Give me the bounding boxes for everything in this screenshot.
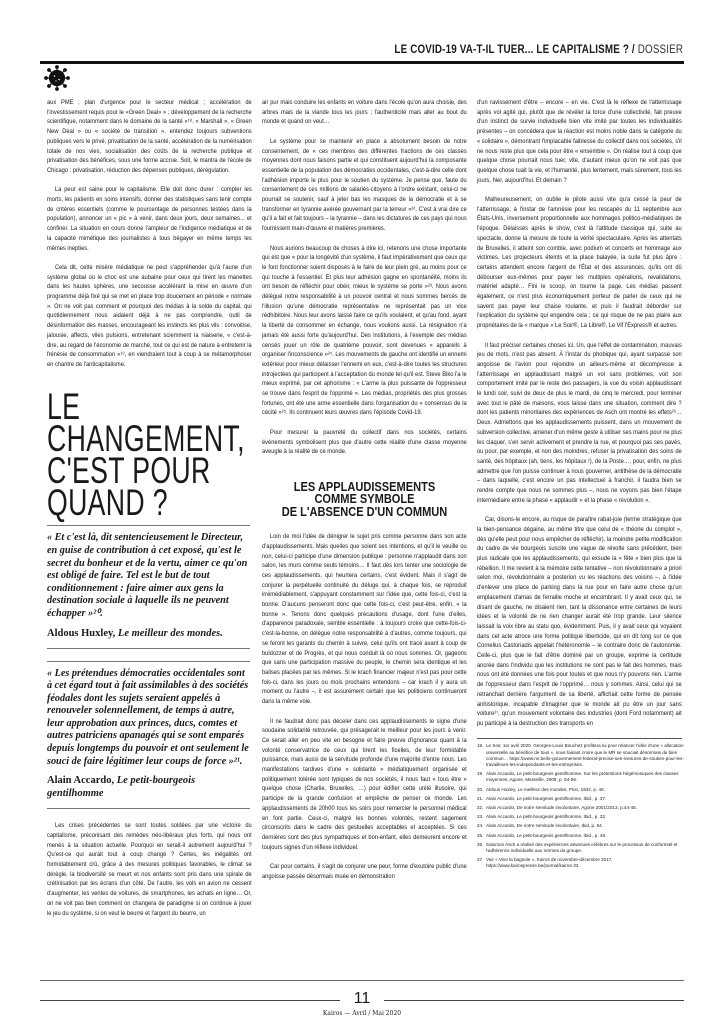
footnote-number: 22. — [477, 804, 484, 810]
footnote-number: 27. — [477, 857, 484, 863]
footnote-text: Salomon Asch a réalisé des expériences devenues célèbres sur le processus de conformité et l'adhérence individuelle aux normes du groupe. — [486, 841, 678, 853]
footnote — [477, 842, 685, 854]
footnote — [477, 823, 685, 829]
quote-huxley: « Et c'est là, dit sentencieusement le Directeur, en guise de contribution à cet exposé, qu'est le secret du bonheur et de la vertu, aimer ce qu'on est obligé de faire. Tel est le but de tout conditionnement : faire aimer aux gens la destination sociale à laquelle ils ne peuvent échapper »²⁰. — [47, 532, 248, 619]
footnote — [477, 814, 685, 820]
header-section: DOSSIER — [637, 42, 683, 56]
paragraph: Car pour certains, il s'agit de conjurer une peur, forme d'exutoire public d'une angoisse passée désormais muée en démonstration — [262, 863, 467, 880]
heading-line: QUAND ? — [47, 482, 168, 524]
footnote-number: 23. — [477, 814, 484, 820]
footnote-number: 20. — [477, 786, 484, 792]
footnote-text: Aldous Huxley, Le meilleur des mondes, Plon, 1932, p. 48. — [486, 786, 605, 792]
footnote-text: Alain Accardo, Le petit-bourgeois gentilhomme, Ibid., p. 49. — [486, 832, 607, 838]
paragraph: air pur mais conduire les enfants en voiture dans l'école qu'on aura choisie, des arbres mais de la viande tous les jours ; l'authenticité mais aller au bout du monde et quand on veut… — [262, 99, 467, 126]
page-number: 11 — [353, 990, 371, 1007]
publication-footer: Kairos — Avril / Mai 2020 — [322, 1010, 402, 1017]
heading-line: C'EST POUR — [47, 450, 211, 492]
virus-icon — [43, 65, 71, 91]
paragraph: Malheureusement, on oublie le pilote aussi vite qu'a cessé la peur de l'atterrissage, à l'instar de l'amnésie pour les rescapés du 11 septembre aux États-Unis, inversement proportionnelle aux hommages politico-médiatiques de l'époque. Délaissés après le show, c'est là l'attitude classique qui, suite au spectacle, donne la mesure de toute la vérité spectaculaire. Après les attentats de Bruxelles, il atteint son comble, avec podium et concerts en hommage aux victimes. Les projecteurs éteints et la place balayée, la suite fut plus âpre : certains attendent encore l'argent de l'État et des assurances, qu'ils ont dû débourser eux-mêmes pour payer les multiples opérations, revalidations, matériel adapté… Fini le scoop, on tourne la page. Les médias passent également, ce n'est plus économiquement porteur de parler de ceux qui ne savent pas payer leur chaise roulante, et puis il faudrait déborder sur l'explication du système qui engendre cela ; ce qui risque de ne pas plaire aux propriétaires de la « marque » Le Soir®, La Libre®, Le Vif l'Express® et autres. — [477, 196, 682, 330]
heading-line: LE — [47, 386, 81, 428]
footnote — [477, 805, 685, 811]
footnote — [477, 787, 685, 793]
paragraph: d'un ravissement d'être – encore – en vie. C'est là le réflexe de l'atterrissage après vol agité qui, plutôt que de révéler la force d'une collectivité, fait preuve d'un instinct de survie individuelle bien vite imité par toutes les individualités présentes – on concédera que la réaction est moins noble dans la catégorie du « solidaire », démontrant l'implacable faiblesse du collectif dans nos sociétés, s'il ne nous reste plus que cela pour être « ensemble ». On réalise tout à coup que quelque chose pourrait nous tuer, vite, d'autant mieux qu'on ne voit pas que quelque chose tuait la vie, et l'humanité, plus lentement, mais sûrement, tous les jours, hier, aujourd'hui. Et demain ? — [477, 99, 682, 184]
running-header — [394, 42, 683, 56]
paragraph: Car, disons-le encore, au risque de paraître rabat-joie (terme stratégique que la bien-pensance dégaine, au même titre que celui de « théorie du complot », dès qu'elle peut pour nous empêcher de réfléchir), la moindre petite modification du cadre de vie bourgeois suscite une vague de révolte sans précédent, bien plus radicale que les applaudissements, qui exsude la « fête » bien plus que la rébellion. Il me revient à la mémoire cette tentative – non révolutionnaire a priori selon moi, révolutionnaire a posteriori vu les réactions des voisins –, à l'idée d'enlever une place de parking dans la rue pour en faire autre chose qu'un emplacement d'amas de ferraille moche et encombrant. Il y avait ceux qui, se disant de gauche, ne disaient rien, tant la dissonance entre certaines de leurs idées et la volonté de ne rien changer aurait été trop grande. Leur silence laissait la voix libre au statu quo, évidemment. Puis, il y avait ceux qui voyaient dans cet acte atroce une forme politique liberticide, qui en dit long sur ce que Cornelius Castoriadis appelait l'hétéronomie – le contraire donc de l'autonomie. Celle-ci, plus que le fait d'être dominé par un groupe, exprime la certitude ancrée dans l'individu que les institutions ne sont pas le fait des hommes, mais nous ont été données une fois pour toutes et que nous n'y pouvons rien. L'arme de l'oppresseur dans l'esprit de l'opprimé… nous y sommes. Ainsi, celui qui se retranchait derrière l'argument de sa liberté, affichait cette forme de pensée anhistorique, incapable d'imaginer que le monde ait pu être un jour sans voiture²⁷, qu'un mouvement volontaire des industries (dont Ford notamment) ait pu participé à la destruction des transports en — [477, 516, 682, 727]
footnote-text: Alain Accardo, Le petit-bourgeois gentilhomme, Ibid., p. 32. — [486, 814, 607, 820]
paragraph: Pour mesurer la pauvreté du collectif dans nos sociétés, certains événements symbolisent plus que d'autre cette réalité d'une classe moyenne aveugle à la réalité de ce monde. — [262, 428, 467, 456]
paragraph: Il ne faudrait donc pas déceler dans ces applaudissements le signe d'une soudaine solidarité retrouvée, qui présagerait le meilleur pour les jours à venir. Ce serait aller en peu vite en besogne et faire preuve d'ignorance quant à la volonté conservatrice de ceux qui tirent les ficelles, de leur formidable puissance, mais aussi de la servitude profonde d'une majorité d'entre nous. Les manifestations tardives d'une « solidarité » médiatiquement organisée et politiquement tolérée sont typiques de nos sociétés, il nous faut « tous être » quelque chose (Charlie, Bruxelles, …) pour édifier cette unité illusoire, qui participe de la grande confusion et empêche de penser ce monde. Les applaudissements de 20h00 tous les soirs pour remercier le personnel médical en font partie. Ceux-ci, malgré les bonnes volontés, restent sagement circonscrits dans le cadre des gestuelles acceptables et acceptées. Si ces dernières sont des plus sympathiques et bon-enfant, elles demeurent encore et toujours signes d'un réflexe individuel. — [262, 717, 467, 851]
paragraph: Nous aurions beaucoup de choses à dire ici, retenons une chose importante qui est que « pour la longévité d'un système, il faut impérativement que ceux qui le font fonctionner soient disposés à le faire de leur plein gré, au moins pour ce qui touche à l'essentiel. Et plus leur adhésion gagne en spontanéité, moins ils ont besoin de réfléchir pour obéir, mieux le système se porte »²³. Nous avons délégué notre responsabilité à un pouvoir central et nous sommes bercés de l'illusion qu'une démocratie représentative ne représentait pas un vice rédhibitoire. Nous leur avons laissé faire ce qu'ils voulaient, et qu'au fond, ayant la liberté de consommer en échange, nous voulions aussi. La résignation n'a jamais été aussi forte qu'aujourd'hui. Des institutions, à l'exemple des médias censés jouer un rôle de quatrième pouvoir, sont devenues « appareils à organiser l'inconscience »²⁴. Les mouvements de gauche ont identifié un ennemi extérieur pour mieux délaisser l'ennemi en eux, c'est-à-dire toutes les structures introjectées qui participent à l'acceptation du monde tel qu'il est. Steve Biko l'a le mieux exprimé, par cet aphorisme : « L'arme la plus puissante de l'oppresseur se trouve dans l'esprit de l'opprimé ». Les médias, propriétés des plus grosses fortunes, ont été une arme essentielle dans l'organisation du « consensus de la cécité »²⁵. Ils continuent leurs œuvres dans l'épisode Covid-19. — [262, 244, 467, 417]
left-column — [47, 98, 250, 928]
footnote-text: Alain Accardo, Le petit-bourgeois gentilhomme, Ibid., p. 37. — [486, 795, 607, 801]
footnotes — [477, 743, 685, 872]
footnote-number: 18. — [477, 743, 484, 749]
footnote-number: 25. — [477, 832, 484, 838]
footnote-number: 24. — [477, 823, 484, 829]
paragraph: Cela dit, cette misère médiatique ne peut s'appréhender qu'à l'aune d'un système global où le choc est une aubaine pour ceux qui tirent les manettes dans les hautes sphères, une secousse accélérant la mise en œuvre d'un programme déjà fixé qui se met en place trop doucement en période « normale ». On ne voit pas comment et pourquoi des médias à la solde du capital, qui quotidiennement nous aidaient déjà à ne pas comprendre, outil de désinformation des masses, encourageant les instincts les plus vils : convoitise, jalousie, affects, viles pulsions, entretenant sciemment la niaiserie, « c'est-à-dire, au regard de l'économie de marché, tout ce qui est de nature à entretenir la frénésie de consommation »¹⁹, en viendraient tout à coup à se métamorphoser en chantre de l'anticapitalisme. — [47, 263, 252, 368]
footnote — [477, 771, 685, 783]
heading-line: DE L'ABSENCE D'UN COMMUN — [281, 503, 448, 519]
paragraph: La peur est saine pour le capitalisme. Elle doit donc durer : compter les morts, les patients en soins intensifs, donner des statistiques sans tenir compte de critères essentiels (comme le pourcentage de personnes testées dans la population), annoncer un « pic » à venir, dans deux jours, deux semaines... et confiner. La situation en cours donne l'ampleur de l'indigence médiatique et de la capacité mimétique des journalistes à tous bégayer en même temps les mêmes inepties. — [47, 186, 252, 252]
heading-line: CHANGEMENT, — [47, 418, 245, 460]
header-title: LE COVID-19 VA-T-IL TUER... LE CAPITALISME ? / — [394, 42, 638, 56]
footnote-number: 21. — [477, 795, 484, 801]
bottom-rule — [40, 980, 684, 981]
footnote-number: 26. — [477, 841, 484, 847]
footnote — [477, 857, 685, 869]
section-heading-applaudissements — [277, 478, 451, 519]
footnote-text: Alain Accardo, De notre servitude involontaire, Agone 2001/2013, p.44-45. — [486, 804, 637, 810]
quote-attribution: Alain Accardo, Le petit-bourgeois gentilhomme — [47, 775, 196, 800]
quote-accardo: « Les prétendues démocraties occidentales sont à cet égard tout à fait assimilables à des sociétés féodales dont les sujets seraient appelés à renouveler solennellement, de temps à autre, leur approbation aux princes, ducs, comtes et autres patriciens apanagés qui se sont emparés depuis longtemps du pouvoir et ont seulement le souci de faire légitimer leur coups de force »²¹. — [47, 667, 249, 767]
footnote — [477, 833, 685, 839]
quote-rule — [47, 808, 250, 809]
footnote-number: 19. — [477, 771, 484, 777]
heading-line: COMME SYMBOLE — [314, 491, 415, 507]
paragraph: Le système pour se maintenir en place a absolument besoin de notre consentement, de « ces membres des différentes fractions de ces classes moyennes dont nous faisons partie et qui constituent aujourd'hui la composante essentielle de la population des démocraties occidentales, c'est-à-dire celle dont l'adhésion importe le plus pour le soutien du système. Je pense que, faute du consentement de ces millions de salariés-citoyens à l'ordre existant, celui-ci ne pourrait se soutenir, sauf à jeter bas les masques de la démocratie et à se transformer en tyrannie avérée gouvernant par la terreur »²². C'est à vrai dire ce qu'il a fait et fait toujours – la tyrannie – dans les dictatures de ces pays qui nous fournissent main-d'œuvre et matières premières. — [262, 137, 467, 233]
quote-rule — [47, 525, 250, 526]
paragraph: Loin de moi l'idée de dénigrer le sujet pris comme personne dans son acte d'applaudissements. Mais quelles que soient ses intentions, et qu'il le veuille ou non, celui-ci participe d'une dimension publique : personne n'applaudit dans son salon, les murs comme seuls témoins… Il faut dès lors tenter une sociologie de ces applaudissements, qui heurtera certains, c'est évident. Mais il s'agit de conjurer la perpétuelle continuité du déluge qui, à chaque fois, se reproduit irrémédiablement, s'appuyant constamment sur l'idée que, cette fois-ci, c'est la bonne. D'aucuns penseront donc que cette fois-ci, c'est peut-être, enfin, « la bonne ». Tenons donc quelques précautions d'usage, dont l'une d'elles, d'apparence paradoxale, semble essentielle : à toujours croire que cette-fois-ci-c'est-la-bonne, on délègue notre responsabilité à d'autres, comme toujours, qui se feront les garants du chemin à suivre, celui qu'ils ont tracé avant à coup de buldozzer et de Progrès, et qui nous conduit là où nous sommes. Or, gageons que sans une participation massive du peuple, le chemin sera identique et les balises placées par les mêmes. Si le krach financier majeur n'est pas pour cette fois-ci, dans les jours ou mois prochains entendons – car krach il y aura un moment ou l'autre –, il est assurément certain que les politiciens continueront dans la même voie. — [262, 533, 467, 706]
quote-attribution: Aldous Huxley, Le meilleur des mondes. — [47, 627, 223, 639]
footnote — [477, 743, 685, 768]
section-heading-changement — [47, 386, 249, 524]
right-column — [477, 98, 684, 873]
paragraph: Il faut préciser certaines choses ici. Un, que l'effet de contamination, mauvais jeu de mots, n'est pas absent. À l'instar du phobique qui, ayant surpassé son angoisse de l'avion pour rejoindre un ailleurs-même et décompresse à l'atterrissage en applaudissant malgré un vol sans problèmes, voit son comportement imité par le reste des passagers, la vue du voisin applaudissant le lundi soir, suivi de deux de plus le mardi, de cinq le mercredi, pour terminer avec tout le pâté de maisons, vous laisse dans une situation, comment dire ? dont les patients minoritaires des expériences de Asch ont montré les effets²⁶… Deux. Admettons que les applaudissements puissent, dans un mouvement de subversion collective, amener d'un même geste à utiliser ses mains pour ne plus les claquer, s'en servir activement et prendre la rue, et pourquoi pas ses pavés, ou pour, par exemple, et non des moindres, refuser la privatisation des soins de santé, des hôpitaux (ah, tiens, les hôpitaux !), de la Poste…, pour, enfin, ne plus admettre que l'on puisse continuer à nous gouverner, antithèse de la démocratie – dans laquelle, c'est encore un pas intellectuel à franchir, il faudra bien se rendre compte que nous ne sommes plus –, nous ne voyons pas bien l'étape intermédiaire entre la phase « applaudir » et la phase « révolution ». — [477, 341, 682, 504]
footnote-text: Voir « Vive la bagnole », Kairos de novembre-décembre 2017, https://www.kairospresse.be/journal/kairos-32. — [486, 857, 613, 869]
paragraph: Les crises précédentes se sont toutes soldées par une victoire du capitalisme, préconisant des remèdes néo-libéraux plus forts, qui nous ont menés à la situation actuelle. Pourquoi en serait-il autrement aujourd'hui ? Qu'est-ce qui aurait tout à coup changé ? Certes, les inégalités ont formidablement crû, grâce à des mesures politiques favorables, le climat se dérègle, la biodiversité se meurt et nos enfants sont pris dans une spirale de crétinisation par les écrans d'un côté. De l'autre, les vols en avion ne cessent d'augmenter, les ventes de voitures, de smartphones, les achats en ligne… Or, on ne voit pas bien comment on changera de paradigme si on continue à jouer le jeu du système, si on veut le beurre et l'argent du beurre, un — [47, 822, 252, 917]
footnotes-rule — [477, 738, 682, 739]
middle-column — [262, 98, 467, 891]
footnote-text: Alain Accardo, Le petit-bourgeois gentilhomme. Sur les prétentions hégémoniques des classes moyennes, Agone, Marseille, 2009, p. 54-55. — [486, 771, 679, 783]
paragraph: aux PME ; plan d'urgence pour le secteur médical ; accélération de l'investissement requis pour le «Green Deal» » ; développement de la recherche scientifique, notamment dans le domaine de la santé »¹⁸. « Marshall », « Green New Deal » ou « société de transition », entendez toujours subventions publiques vers le privé, privatisation de la santé, accélération de la numérisation totale de nos vies, socialisation des coûts de la recherche publique et privatisation des bénéfices, sous une forme accrue. Soit, le mantra de l'école de Chicago : privatisation, réduction des dépenses publiques, dérégulation. — [47, 99, 252, 174]
footnote-text: Alain Accardo, De notre servitude involontaire, Ibid, p. 54. — [486, 823, 603, 829]
heading-line: LES APPLAUDISSEMENTS — [293, 478, 436, 494]
footnote — [477, 796, 685, 802]
quote-rule — [47, 648, 250, 649]
quote-rule — [47, 661, 250, 662]
footnote-text: Le Soir, 1er avril 2020. Georges-Louis Bouchez profitera lui pour relancer l'idée d'une « allocation universelle au bénéfice de tous », nous faisant croire que le MR se souciait désormais du bien commun… https://www.mr.be/le-gouvernement-federal-precise-ses-mesures-de-soutien-pour-les-travailleurs-les-independants-et-les-entreprises. — [486, 743, 684, 767]
header-rule — [40, 61, 684, 64]
